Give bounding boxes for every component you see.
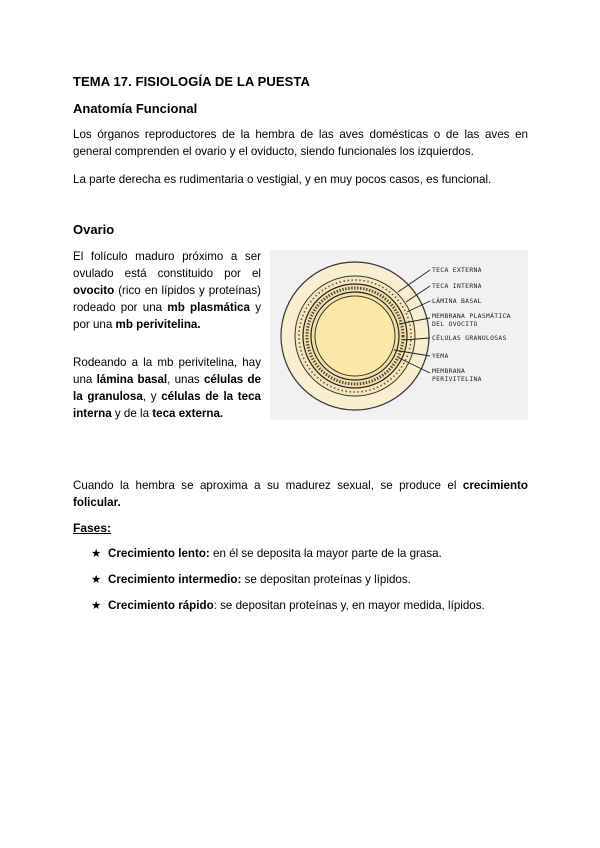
bold-term: ovocito bbox=[73, 284, 115, 297]
star-icon: ★ bbox=[91, 547, 102, 560]
label-membrana-plasmatica-2: DEL OVOCITO bbox=[432, 320, 478, 328]
star-icon: ★ bbox=[91, 599, 102, 612]
text: , y bbox=[142, 390, 162, 403]
label-teca-interna: TECA INTERNA bbox=[432, 282, 482, 290]
phase-label: Crecimiento lento: bbox=[108, 547, 210, 560]
heading-ovario: Ovario bbox=[73, 222, 115, 237]
label-membrana-perivitelina-2: PERIVITELINA bbox=[432, 375, 482, 383]
phase-text: en él se deposita la mayor parte de la grasa. bbox=[209, 547, 442, 560]
text: Cuando la hembra se aproxima a su madurez sexual, se produce el bbox=[73, 479, 463, 492]
text: , unas bbox=[167, 373, 204, 386]
phase-label: Crecimiento intermedio: bbox=[108, 573, 242, 586]
phases-heading: Fases: bbox=[73, 521, 112, 535]
bold-term: células de la granulosa bbox=[73, 373, 261, 403]
label-membrana-perivitelina-1: MEMBRANA bbox=[432, 367, 466, 375]
yolk bbox=[315, 296, 395, 376]
text: y de la bbox=[111, 407, 153, 420]
paragraph-organos: Los órganos reproductores de la hembra de las aves domésticas o de las aves en general comprenden el ovario y el oviducto, siendo funcionales los izquierdos. bbox=[73, 128, 528, 158]
paragraph-parte-derecha: La parte derecha es rudimentaria o vestigial, y en muy pocos casos, es funcional. bbox=[73, 173, 492, 186]
bold-term: mb plasmática bbox=[167, 301, 250, 314]
phase-text: se depositan proteínas y lípidos. bbox=[241, 573, 411, 586]
label-yema: YEMA bbox=[432, 352, 449, 360]
bold-term: crecimiento folicular. bbox=[73, 479, 528, 509]
paragraph-crecimiento bbox=[73, 477, 528, 511]
phase-label: Crecimiento rápido bbox=[108, 599, 214, 612]
label-celulas-granulosas: CÉLULAS GRANULOSAS bbox=[432, 334, 507, 342]
text: (rico en lípidos y proteínas) rodeado por una bbox=[73, 284, 261, 314]
text: El folículo maduro próximo a ser ovulado está constituido por el bbox=[73, 250, 261, 280]
page-title: TEMA 17. FISIOLOGÍA DE LA PUESTA bbox=[73, 74, 310, 89]
text: Rodeando a la mb perivitelina, hay una bbox=[73, 356, 261, 386]
label-membrana-plasmatica-1: MEMBRANA PLASMÁTICA bbox=[432, 312, 511, 320]
bold-term: teca externa. bbox=[152, 407, 224, 420]
bold-term: mb perivitelina. bbox=[115, 318, 201, 331]
text: y por una bbox=[73, 301, 262, 331]
paragraph-perivitelina bbox=[73, 354, 261, 422]
bold-term: lámina basal bbox=[96, 373, 168, 386]
label-teca-externa: TECA EXTERNA bbox=[432, 266, 482, 274]
paragraph-foliculo bbox=[73, 248, 261, 333]
follicle-diagram bbox=[270, 250, 528, 420]
heading-anatomia-funcional: Anatomía Funcional bbox=[73, 101, 198, 116]
star-icon: ★ bbox=[91, 573, 102, 586]
phase-item-intermedio bbox=[91, 572, 411, 586]
phase-item-rapido bbox=[91, 598, 485, 612]
label-lamina-basal: LÁMINA BASAL bbox=[432, 297, 482, 305]
phase-text: : se depositan proteínas y, en mayor medida, lípidos. bbox=[213, 599, 485, 612]
phase-item-lento bbox=[91, 546, 442, 560]
bold-term: células de la teca interna bbox=[73, 390, 262, 420]
